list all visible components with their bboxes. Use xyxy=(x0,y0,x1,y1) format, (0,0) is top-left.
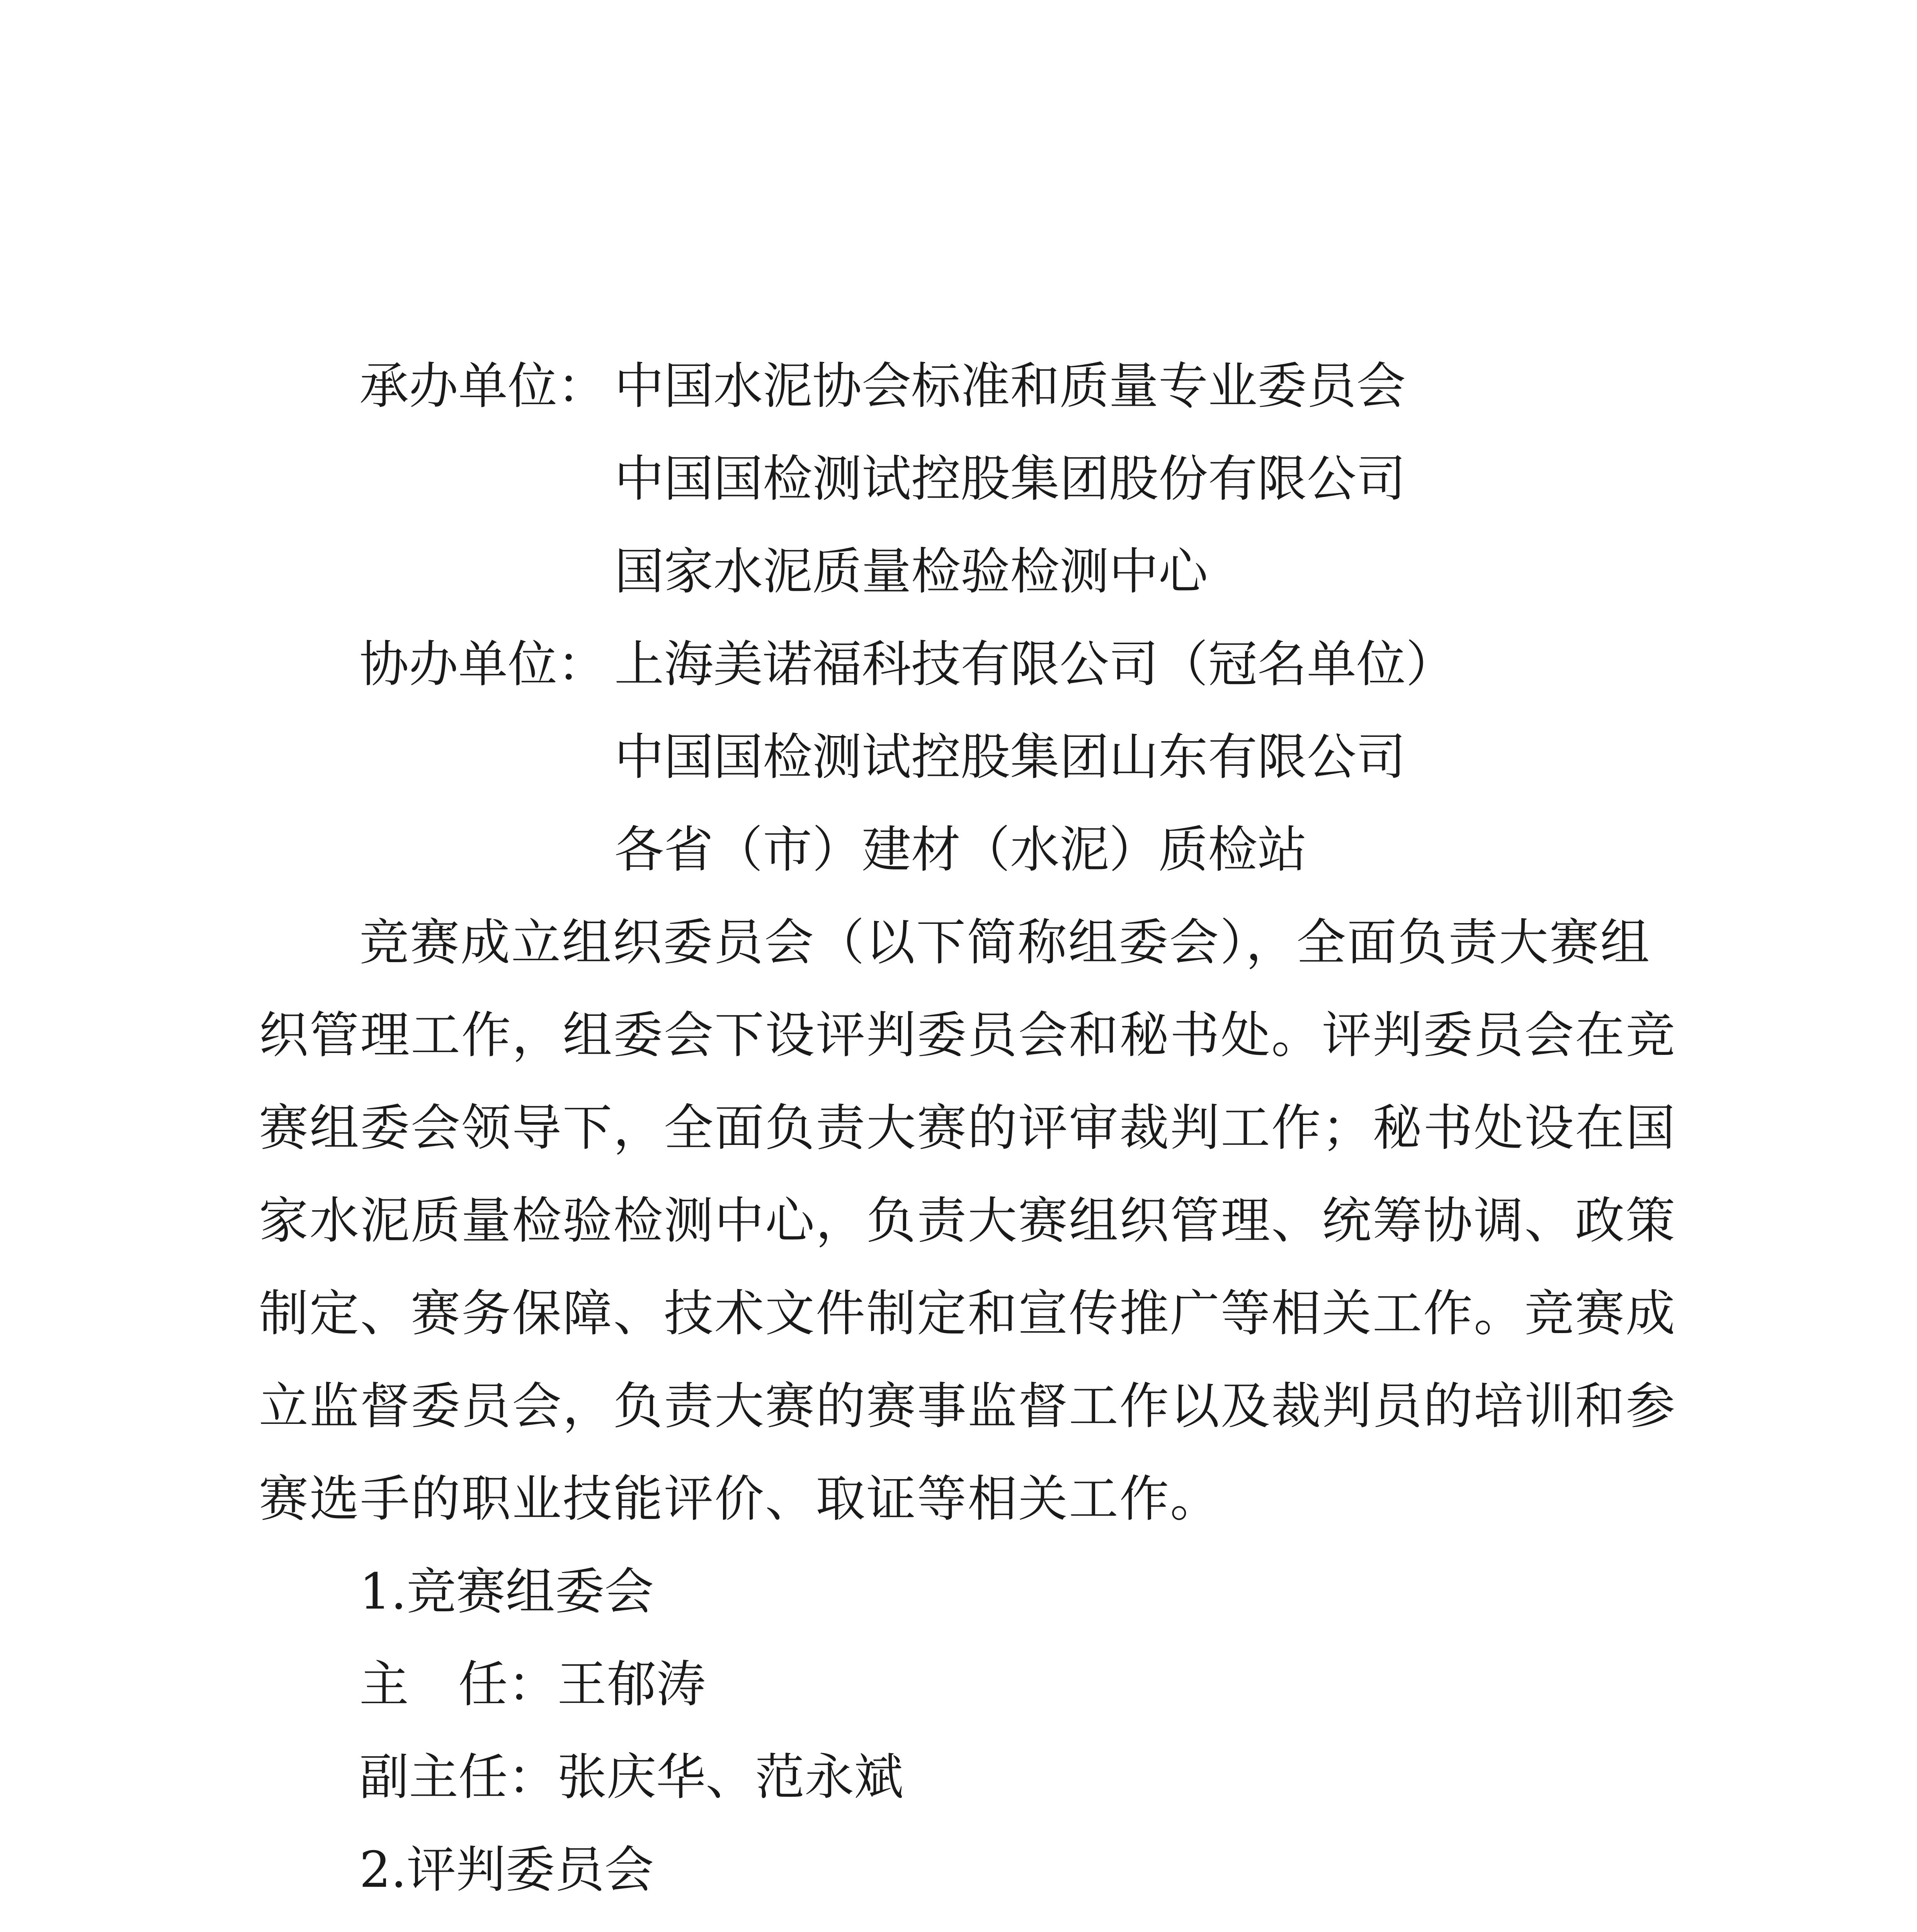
paragraph-line: 制定、赛务保障、技术文件制定和宣传推广等相关工作。竞赛成 xyxy=(259,1285,1677,1342)
paragraph-line: 家水泥质量检验检测中心，负责大赛组织管理、统筹协调、政策 xyxy=(259,1192,1677,1250)
paragraph-line: 赛选手的职业技能评价、取证等相关工作。 xyxy=(259,1470,1221,1528)
paragraph-line: 立监督委员会，负责大赛的赛事监督工作以及裁判员的培训和参 xyxy=(259,1378,1677,1435)
host-unit-2: 中国国检测试控股集团股份有限公司 xyxy=(614,450,1406,508)
judging-heading: 2.评判委员会 xyxy=(359,1841,654,1899)
committee-heading: 1.竞赛组委会 xyxy=(359,1563,654,1621)
paragraph-line: 织管理工作，组委会下设评判委员会和秘书处。评判委员会在竞 xyxy=(259,1007,1677,1064)
committee-deputy-director: 副主任：张庆华、范永斌 xyxy=(359,1748,904,1806)
host-unit-3: 国家水泥质量检验检测中心 xyxy=(614,543,1208,600)
co-units-label: 协办单位： xyxy=(359,636,607,693)
paragraph-line: 竞赛成立组织委员会（以下简称组委会），全面负责大赛组 xyxy=(359,914,1651,971)
co-unit-1: 上海美诺福科技有限公司（冠名单位） xyxy=(614,636,1456,693)
host-units-label: 承办单位： xyxy=(359,357,607,415)
host-unit-1: 中国水泥协会标准和质量专业委员会 xyxy=(614,357,1406,415)
co-unit-3: 各省（市）建材（水泥）质检站 xyxy=(614,821,1307,879)
co-unit-2: 中国国检测试控股集团山东有限公司 xyxy=(614,728,1406,786)
paragraph-line: 赛组委会领导下，全面负责大赛的评审裁判工作；秘书处设在国 xyxy=(259,1099,1677,1157)
committee-director: 主 任：王郁涛 xyxy=(359,1656,706,1713)
